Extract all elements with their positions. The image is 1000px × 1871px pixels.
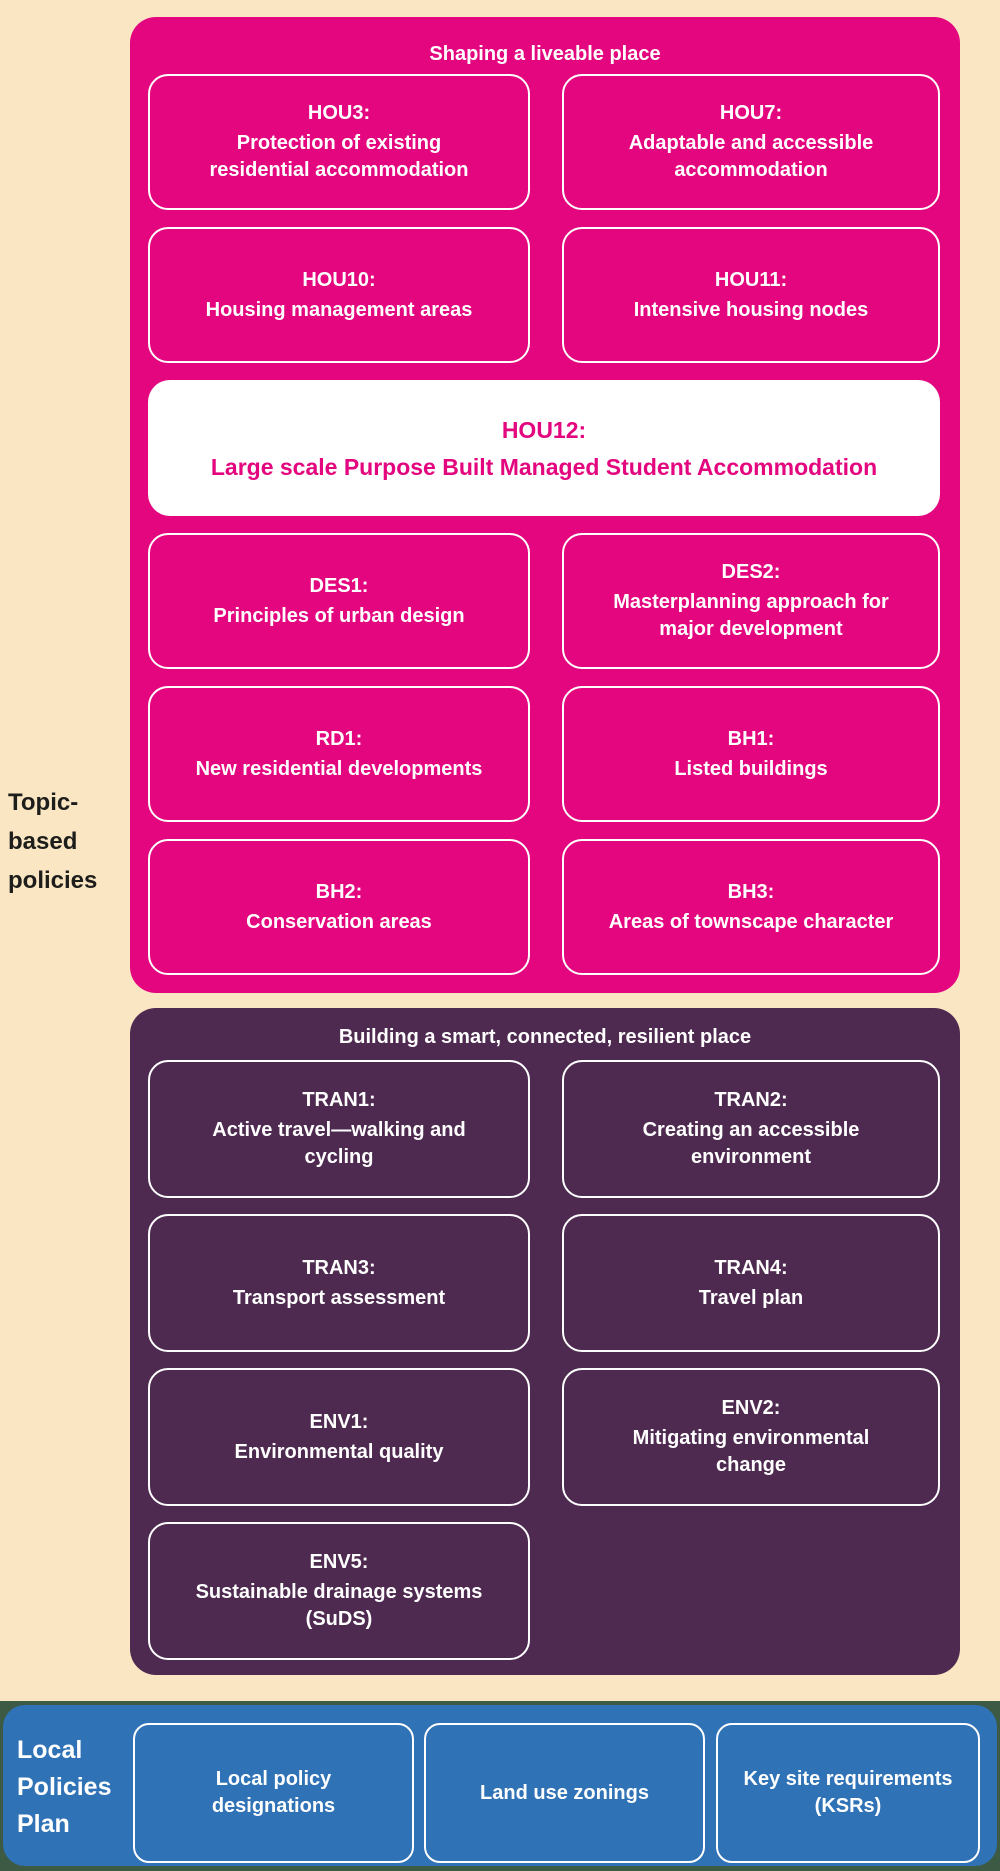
policy-title: Masterplanning approach for major development xyxy=(613,591,889,640)
policy-title: Active travel—walking and cycling xyxy=(212,1119,466,1168)
plan-box-title: Key site requirements (KSRs) xyxy=(743,1768,953,1817)
policy-code: DES1: xyxy=(309,574,369,597)
policy-title: Transport assessment xyxy=(232,1286,446,1309)
policy-title: Principles of urban design xyxy=(213,604,465,627)
policy-title: Mitigating environmental change xyxy=(632,1427,870,1476)
policy-title: Listed buildings xyxy=(674,757,828,780)
policy-title: New residential developments xyxy=(195,757,483,780)
policy-code: HOU11: xyxy=(714,268,788,291)
plan-box-local-policy-designations xyxy=(133,1723,414,1863)
policy-code: ENV5: xyxy=(309,1551,369,1573)
policy-title: Large scale Purpose Built Managed Student Accommodation xyxy=(210,453,878,480)
topic-label-line-3: policies xyxy=(8,867,98,894)
local-policies-plan-bar xyxy=(3,1705,997,1866)
local-policies-plan-label xyxy=(17,1732,112,1843)
policy-box-bh3 xyxy=(562,839,940,975)
policy-box-hou12-highlight xyxy=(148,380,940,516)
policy-code: RD1: xyxy=(315,727,363,750)
policy-box-bh1 xyxy=(562,686,940,822)
policy-code: HOU12: xyxy=(501,416,587,443)
policy-box-env2 xyxy=(562,1368,940,1506)
topic-based-policies-label xyxy=(8,783,97,900)
policy-code: TRAN3: xyxy=(302,1256,376,1279)
pink-policy-grid xyxy=(148,74,942,975)
policy-box-des1 xyxy=(148,533,530,669)
policy-code: HOU3: xyxy=(307,102,371,124)
policy-code: TRAN2: xyxy=(714,1089,788,1111)
policy-box-env1 xyxy=(148,1368,530,1506)
lpp-label-line-3: Plan xyxy=(17,1810,70,1838)
policy-code: HOU7: xyxy=(719,102,783,124)
purple-policy-grid xyxy=(148,1060,942,1660)
local-policies-plan-strip xyxy=(0,1701,1000,1871)
topic-label-line-1: Topic- xyxy=(8,789,79,816)
policy-title: Travel plan xyxy=(698,1286,804,1309)
policy-box-hou10 xyxy=(148,227,530,363)
policy-title: Conservation areas xyxy=(246,910,432,933)
policy-box-bh2 xyxy=(148,839,530,975)
policy-code: ENV1: xyxy=(309,1410,369,1433)
policy-code: TRAN4: xyxy=(714,1256,788,1279)
plan-box-title: Local policy designations xyxy=(211,1768,336,1817)
plan-box-land-use-zonings xyxy=(424,1723,705,1863)
policy-box-tran3 xyxy=(148,1214,530,1352)
topic-label-line-2: based xyxy=(8,828,78,855)
section-title-shaping: Shaping a liveable place xyxy=(429,43,661,65)
policy-title: Intensive housing nodes xyxy=(633,298,869,321)
policy-code: BH3: xyxy=(727,880,775,903)
lpp-label-line-1: Local xyxy=(17,1736,83,1764)
policy-box-des2 xyxy=(562,533,940,669)
policy-title: Protection of existing residential accommodation xyxy=(209,132,469,181)
policy-title: Areas of townscape character xyxy=(608,910,894,933)
policy-title: Sustainable drainage systems (SuDS) xyxy=(195,1581,483,1630)
policy-box-tran2 xyxy=(562,1060,940,1198)
policy-title: Adaptable and accessible accommodation xyxy=(628,132,874,181)
policy-box-tran4 xyxy=(562,1214,940,1352)
policy-title: Housing management areas xyxy=(205,298,473,321)
section-building-smart-connected-resilient-place xyxy=(130,1008,960,1675)
policy-box-tran1 xyxy=(148,1060,530,1198)
lpp-label-line-2: Policies xyxy=(17,1773,112,1801)
policy-code: DES2: xyxy=(721,561,781,583)
policy-box-hou3 xyxy=(148,74,530,210)
policy-code: HOU10: xyxy=(302,268,376,291)
policy-title: Creating an accessible environment xyxy=(642,1119,860,1168)
policy-box-rd1 xyxy=(148,686,530,822)
policy-title: Environmental quality xyxy=(234,1440,444,1463)
plan-box-title: Land use zonings xyxy=(480,1781,649,1804)
policy-code: TRAN1: xyxy=(302,1089,376,1111)
policy-code: BH1: xyxy=(727,727,775,750)
policy-code: BH2: xyxy=(315,880,363,903)
section-shaping-a-liveable-place xyxy=(130,17,960,993)
policy-box-hou11 xyxy=(562,227,940,363)
section-title-building: Building a smart, connected, resilient place xyxy=(338,1026,752,1048)
policy-box-hou7 xyxy=(562,74,940,210)
plan-box-key-site-requirements xyxy=(716,1723,980,1863)
policy-box-env5 xyxy=(148,1522,530,1660)
policy-code: ENV2: xyxy=(721,1397,781,1419)
